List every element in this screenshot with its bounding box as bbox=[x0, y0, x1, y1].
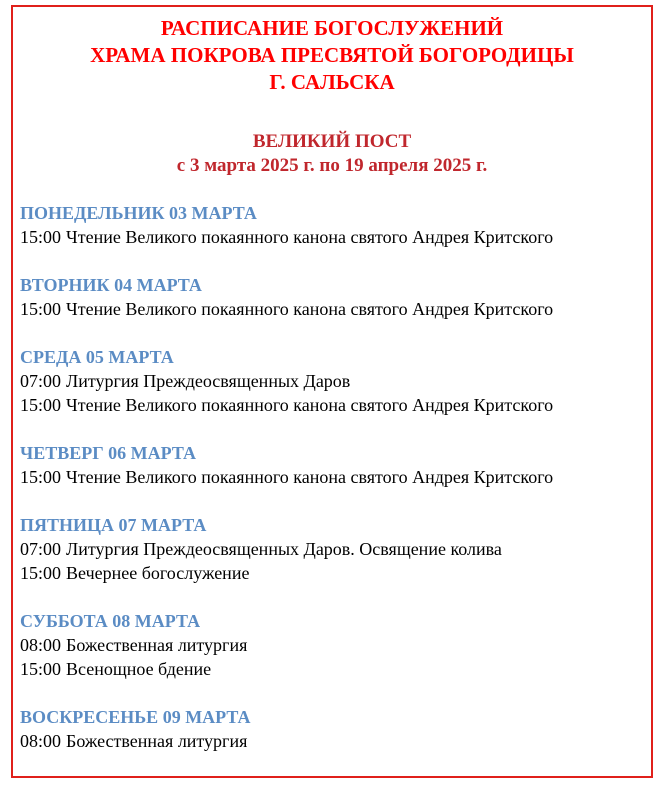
service-name: Литургия Преждеосвященных Даров bbox=[66, 371, 351, 391]
service-entry bbox=[20, 633, 650, 657]
day-block bbox=[20, 441, 650, 489]
service-time: 15:00 bbox=[20, 563, 62, 583]
service-time: 15:00 bbox=[20, 299, 62, 319]
service-time: 15:00 bbox=[20, 227, 62, 247]
service-time: 07:00 bbox=[20, 539, 62, 559]
service-entry bbox=[20, 537, 650, 561]
service-name: Божественная литургия bbox=[66, 731, 248, 751]
day-block bbox=[20, 513, 650, 585]
day-title: СРЕДА 05 МАРТА bbox=[20, 347, 174, 367]
schedule-list bbox=[20, 201, 650, 777]
service-name: Вечернее богослужение bbox=[66, 563, 250, 583]
service-entry bbox=[20, 465, 650, 489]
day-block bbox=[20, 609, 650, 681]
service-entry bbox=[20, 225, 650, 249]
service-time: 15:00 bbox=[20, 467, 62, 487]
day-block bbox=[20, 273, 650, 321]
header-title-line-2: ХРАМА ПОКРОВА ПРЕСВЯТОЙ БОГОРОДИЦЫ bbox=[90, 43, 574, 67]
day-title: ПОНЕДЕЛЬНИК 03 МАРТА bbox=[20, 203, 257, 223]
service-name: Чтение Великого покаянного канона святого Андрея Критского bbox=[66, 395, 554, 415]
header-title-line-1: РАСПИСАНИЕ БОГОСЛУЖЕНИЙ bbox=[160, 16, 504, 40]
service-entry bbox=[20, 561, 650, 585]
day-title: ЧЕТВЕРГ 06 МАРТА bbox=[20, 443, 196, 463]
service-time: 15:00 bbox=[20, 659, 62, 679]
day-block bbox=[20, 345, 650, 417]
service-entry bbox=[20, 657, 650, 681]
period-title: ВЕЛИКИЙ ПОСТ bbox=[252, 131, 412, 152]
service-time: 08:00 bbox=[20, 635, 62, 655]
service-entry bbox=[20, 369, 650, 393]
day-title: ПЯТНИЦА 07 МАРТА bbox=[20, 515, 207, 535]
period-block bbox=[11, 130, 653, 178]
period-range: с 3 марта 2025 г. по 19 апреля 2025 г. bbox=[176, 155, 488, 176]
service-name: Чтение Великого покаянного канона святого Андрея Критского bbox=[66, 227, 554, 247]
header-title-line-3: Г. САЛЬСКА bbox=[269, 70, 395, 94]
day-title: ВОСКРЕСЕНЬЕ 09 МАРТА bbox=[20, 707, 251, 727]
service-time: 08:00 bbox=[20, 731, 62, 751]
service-name: Чтение Великого покаянного канона святого Андрея Критского bbox=[66, 299, 554, 319]
document-header bbox=[11, 15, 653, 96]
service-name: Всенощное бдение bbox=[66, 659, 212, 679]
service-time: 15:00 bbox=[20, 395, 62, 415]
day-block bbox=[20, 705, 650, 753]
service-time: 07:00 bbox=[20, 371, 62, 391]
day-block bbox=[20, 201, 650, 249]
day-title: СУББОТА 08 МАРТА bbox=[20, 611, 201, 631]
service-name: Божественная литургия bbox=[66, 635, 248, 655]
service-entry bbox=[20, 393, 650, 417]
service-entry bbox=[20, 729, 650, 753]
day-title: ВТОРНИК 04 МАРТА bbox=[20, 275, 202, 295]
service-name: Чтение Великого покаянного канона святого Андрея Критского bbox=[66, 467, 554, 487]
service-name: Литургия Преждеосвященных Даров. Освящение колива bbox=[66, 539, 502, 559]
service-entry bbox=[20, 297, 650, 321]
